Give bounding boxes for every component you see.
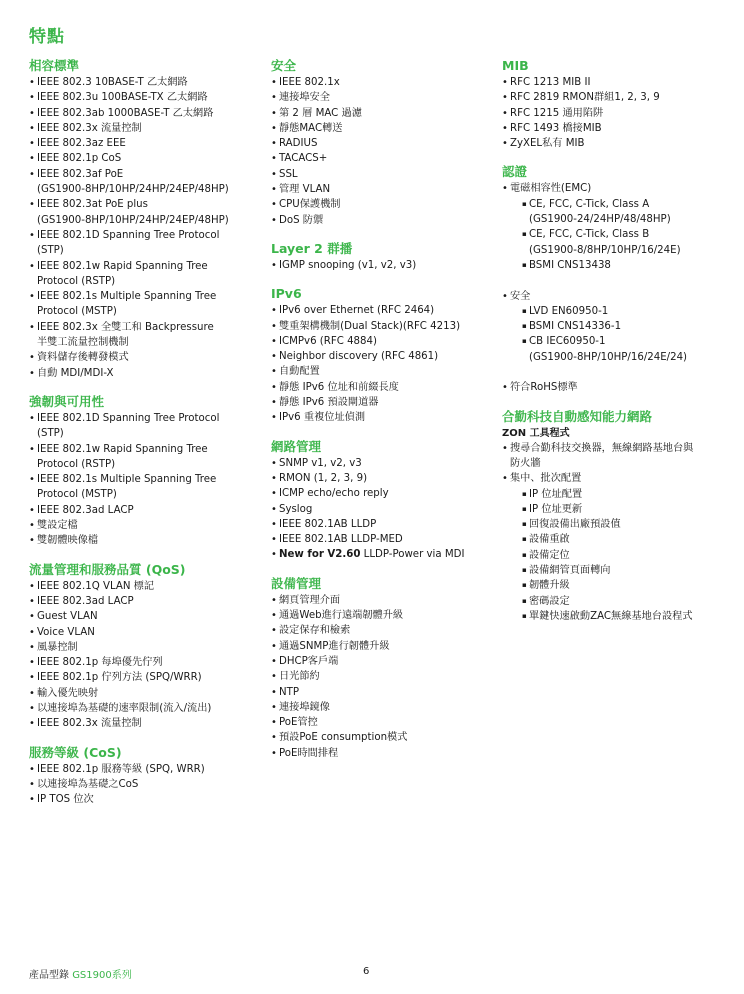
list-item: • IPv6 重複位址偵測 — [271, 410, 496, 425]
item-text: LLDP-Power via MDI — [360, 549, 465, 561]
list-item: • ZyXEL私有 MIB — [502, 136, 724, 151]
list-item: • 雙重架構機制(Dual Stack)(RFC 4213) — [271, 319, 496, 334]
rohs-label: 符合RoHS標準 — [510, 382, 578, 394]
list-item: • IEEE 802.1D Spanning Tree Protocol (STP) — [29, 411, 264, 442]
section-title: IPv6 — [271, 286, 302, 302]
list-item: • IEEE 802.3ad LACP — [29, 503, 264, 518]
section-title: 流量管理和服務品質 (QoS) — [29, 561, 186, 577]
list-item: • IEEE 802.1p 佇列方法 (SPQ/WRR) — [29, 670, 264, 685]
list-item: • Syslog — [271, 502, 496, 517]
feature-list — [29, 75, 264, 381]
list-item: • 雙韌體映像檔 — [29, 533, 264, 548]
list-item: • 通過Web進行遠端韌體升級 — [271, 608, 496, 623]
list-item: • 自動 MDI/MDI-X — [29, 366, 264, 381]
list-item — [502, 289, 724, 381]
list-item: • 第 2 層 MAC 過濾 — [271, 106, 496, 121]
list-item: • IEEE 802.3at PoE plus (GS1900-8HP/10HP/24HP/24EP/48HP) — [29, 197, 264, 228]
list-item: • IEEE 802.1w Rapid Spanning Tree Protocol (RSTP) — [29, 259, 264, 290]
column-2 — [271, 58, 496, 774]
list-item: ▪ 設備網管頁面轉向 — [510, 563, 724, 578]
section — [271, 286, 496, 425]
list-item: • 風暴控制 — [29, 640, 264, 655]
list-item: • IEEE 802.3x 流量控制 — [29, 716, 264, 731]
list-item: • IEEE 802.1Q VLAN 標記 — [29, 579, 264, 594]
section — [29, 58, 264, 381]
list-item: • IEEE 802.1x — [271, 75, 496, 90]
list-item: • 通過SNMP進行韌體升級 — [271, 639, 496, 654]
feature-list — [271, 593, 496, 761]
section-title: 認證 — [502, 164, 528, 180]
list-item: • IEEE 802.1D Spanning Tree Protocol (STP) — [29, 228, 264, 259]
section — [271, 241, 496, 273]
list-item: • SSL — [271, 167, 496, 182]
emc-label: 電磁相容性(EMC) — [510, 183, 592, 195]
list-item: • IEEE 802.1p 每埠優先佇列 — [29, 655, 264, 670]
list-item: ▪ IP 位址更新 — [510, 502, 724, 517]
section-zon — [502, 409, 724, 640]
column-1 — [29, 58, 264, 820]
zon-subtitle: ZON 工具程式 — [502, 427, 570, 439]
list-item: • RFC 1213 MIB II — [502, 75, 724, 90]
section — [29, 562, 264, 732]
list-item: • 輸入優先映射 — [29, 686, 264, 701]
safety-label: 安全 — [510, 290, 531, 302]
list-item: • 以連接埠為基礎之CoS — [29, 777, 264, 792]
list-item: • PoE管控 — [271, 715, 496, 730]
list-item: • CPU保護機制 — [271, 197, 496, 212]
list-item: • IEEE 802.1AB LLDP — [271, 517, 496, 532]
list-item: • Neighbor discovery (RFC 4861) — [271, 349, 496, 364]
list-item: • TACACS+ — [271, 151, 496, 166]
list-item: • 預設PoE consumption模式 — [271, 730, 496, 745]
list-item: • Voice VLAN — [29, 625, 264, 640]
list-item: • RFC 1493 橋接MIB — [502, 121, 724, 136]
column-3 — [502, 58, 724, 653]
feature-list — [29, 762, 264, 808]
list-item: • 連接埠安全 — [271, 90, 496, 105]
feature-list — [271, 303, 496, 425]
list-item: ▪ CE, FCC, C-Tick, Class B (GS1900-8/8HP/10HP/16/24E) — [510, 227, 724, 258]
mib-list — [502, 75, 724, 151]
list-item — [502, 181, 724, 288]
list-item: ▪ 設備定位 — [510, 548, 724, 563]
list-item: • 資料儲存後轉發模式 — [29, 350, 264, 365]
list-item: • 設定保存和檢索 — [271, 623, 496, 638]
list-item: ▪ CE, FCC, C-Tick, Class A (GS1900-24/24HP/48/48HP) — [510, 197, 724, 228]
safety-list — [510, 304, 724, 365]
list-item: • 網頁管理介面 — [271, 593, 496, 608]
feature-list — [29, 411, 264, 549]
list-item: • IEEE 802.3af PoE (GS1900-8HP/10HP/24HP/24EP/48HP) — [29, 167, 264, 198]
list-item: • DHCP客戶端 — [271, 654, 496, 669]
list-item: • IEEE 802.3az EEE — [29, 136, 264, 151]
page-title: 特點 — [29, 27, 65, 47]
list-item: • ICMP echo/echo reply — [271, 486, 496, 501]
footer-label: 產品型錄 — [29, 970, 69, 981]
section-title: 網路管理 — [271, 438, 322, 454]
list-item: ▪ CB IEC60950-1 (GS1900-8HP/10HP/16/24E/24) — [510, 334, 724, 365]
list-item — [271, 547, 496, 562]
feature-list — [271, 75, 496, 228]
section-title: 安全 — [271, 58, 297, 73]
section — [271, 576, 496, 761]
list-item: • 搜尋合勤科技交換器，無線網路基地台與 防火牆 — [502, 441, 724, 472]
list-item: ▪ IP 位址配置 — [510, 487, 724, 502]
cert-list — [502, 181, 724, 395]
list-item: ▪ 密碼設定 — [510, 594, 724, 609]
list-item: • IGMP snooping (v1, v2, v3) — [271, 258, 496, 273]
list-item: • 靜態MAC轉送 — [271, 121, 496, 136]
list-item: • ICMPv6 (RFC 4884) — [271, 334, 496, 349]
list-item — [502, 380, 724, 395]
footer-catalog — [29, 966, 132, 981]
list-item: • 連接埠鏡像 — [271, 700, 496, 715]
central-list — [510, 487, 724, 625]
feature-list — [271, 456, 496, 563]
list-item: • 雙設定檔 — [29, 518, 264, 533]
list-item: • IEEE 802.1s Multiple Spanning Tree Protocol (MSTP) — [29, 289, 264, 320]
list-item: • 自動配置 — [271, 364, 496, 379]
section-title: Layer 2 群播 — [271, 240, 353, 256]
section-title: 服務等級 (CoS) — [29, 744, 122, 760]
list-item: • Guest VLAN — [29, 609, 264, 624]
page-number: 6 — [363, 966, 370, 977]
list-item: ▪ 回復設備出廠預設值 — [510, 517, 724, 532]
list-item: • RFC 2819 RMON群組1, 2, 3, 9 — [502, 90, 724, 105]
list-item: • IEEE 802.1w Rapid Spanning Tree Protocol (RSTP) — [29, 442, 264, 473]
list-item: ▪ 單鍵快速啟動ZAC無線基地台設程式 — [510, 609, 724, 624]
list-item: • IEEE 802.3 10BASE-T 乙太網路 — [29, 75, 264, 90]
list-item — [502, 471, 724, 639]
list-item: • IP TOS 位次 — [29, 792, 264, 807]
list-item: • IEEE 802.3u 100BASE-TX 乙太網路 — [29, 90, 264, 105]
section-title: 相容標準 — [29, 58, 80, 73]
list-item: • IEEE 802.1p CoS — [29, 151, 264, 166]
section-mib — [502, 58, 724, 151]
footer-model: GS1900系列 — [72, 970, 132, 981]
section-certification — [502, 164, 724, 395]
section — [29, 394, 264, 549]
list-item: • 靜態 IPv6 預設閘道器 — [271, 395, 496, 410]
section — [271, 439, 496, 563]
list-item: ▪ BSMI CNS14336-1 — [510, 319, 724, 334]
list-item: • 靜態 IPv6 位址和前綴長度 — [271, 380, 496, 395]
list-item: • RADIUS — [271, 136, 496, 151]
new-badge-text: New for V2.60 — [279, 549, 361, 561]
section-title: 設備管理 — [271, 575, 322, 591]
list-item: ▪ 設備重啟 — [510, 532, 724, 547]
emc-list — [510, 197, 724, 273]
list-item: ▪ LVD EN60950-1 — [510, 304, 724, 319]
feature-list — [29, 579, 264, 732]
list-item: • 以連接埠為基礎的速率限制(流入/流出) — [29, 701, 264, 716]
section — [271, 58, 496, 228]
list-item: ▪ BSMI CNS13438 — [510, 258, 724, 273]
list-item: • 管理 VLAN — [271, 182, 496, 197]
section — [29, 745, 264, 808]
feature-list — [271, 258, 496, 273]
list-item: • SNMP v1, v2, v3 — [271, 456, 496, 471]
list-item: • NTP — [271, 685, 496, 700]
section-title: MIB — [502, 58, 529, 73]
list-item: • IPv6 over Ethernet (RFC 2464) — [271, 303, 496, 318]
list-item: • IEEE 802.3x 流量控制 — [29, 121, 264, 136]
zon-list — [502, 441, 724, 640]
list-item: • PoE時間排程 — [271, 746, 496, 761]
list-item: • IEEE 802.1s Multiple Spanning Tree Protocol (MSTP) — [29, 472, 264, 503]
central-label: 集中、批次配置 — [510, 473, 582, 485]
section-title: 強韌與可用性 — [29, 393, 105, 409]
list-item: • IEEE 802.1p 服務等級 (SPQ, WRR) — [29, 762, 264, 777]
list-item: • IEEE 802.3x 全雙工和 Backpressure 半雙工流量控制機制 — [29, 320, 264, 351]
list-item: • IEEE 802.3ad LACP — [29, 594, 264, 609]
list-item: • IEEE 802.3ab 1000BASE-T 乙太網路 — [29, 106, 264, 121]
list-item: • RMON (1, 2, 3, 9) — [271, 471, 496, 486]
list-item: • DoS 防禦 — [271, 213, 496, 228]
list-item: • 日光節約 — [271, 669, 496, 684]
section-title: 合勤科技自動感知能力網路 — [502, 408, 653, 424]
list-item: • RFC 1215 通用陷阱 — [502, 106, 724, 121]
list-item: ▪ 韌體升級 — [510, 578, 724, 593]
list-item: • IEEE 802.1AB LLDP-MED — [271, 532, 496, 547]
